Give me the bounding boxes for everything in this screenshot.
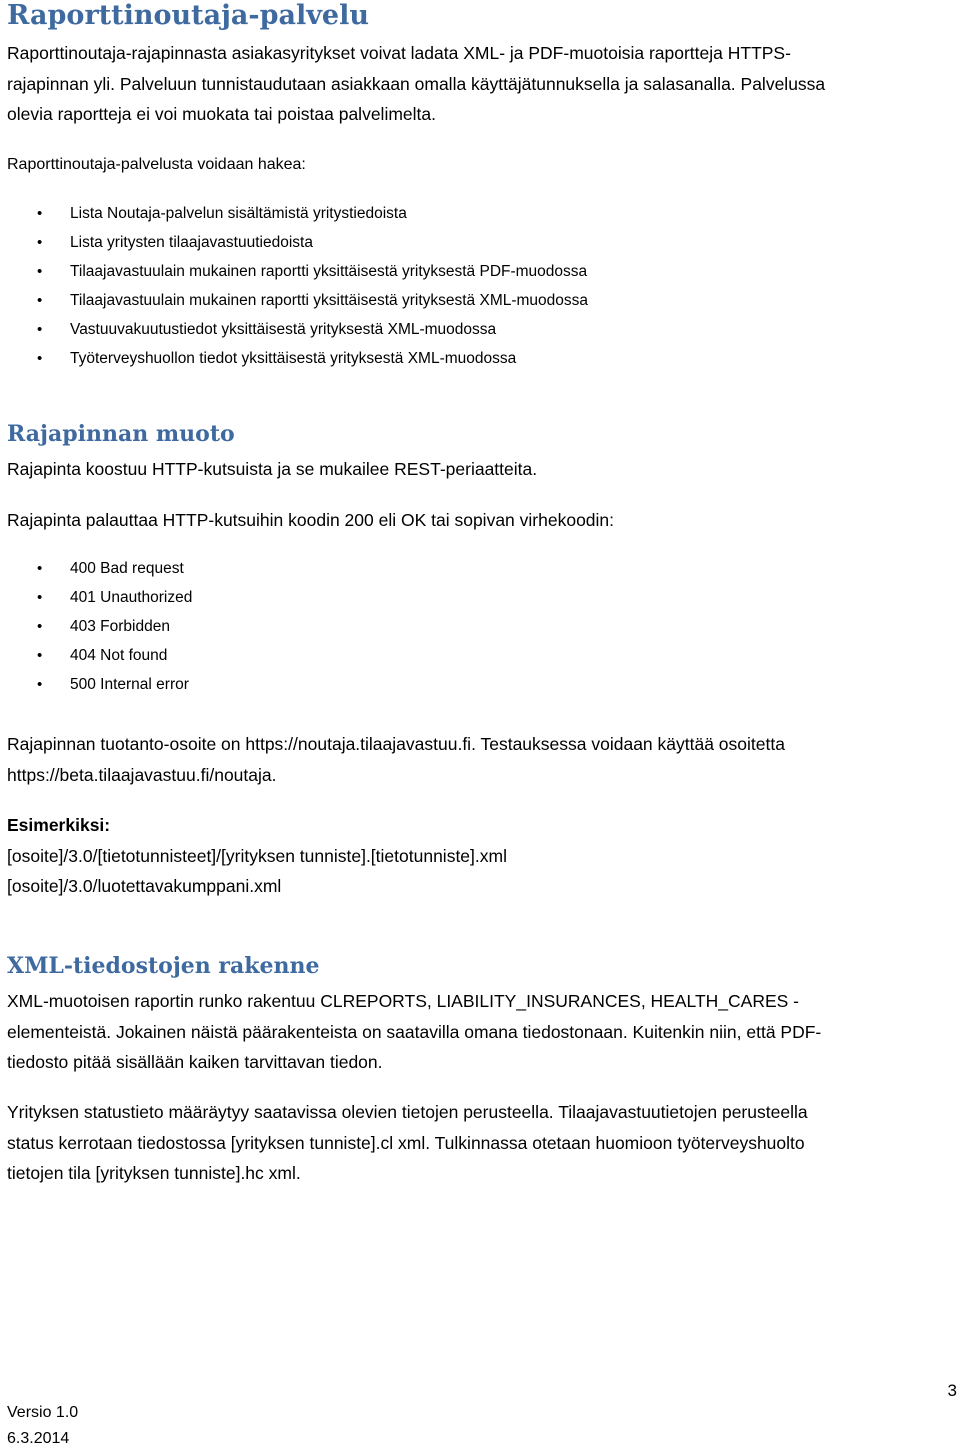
bullet-icon: • [37, 321, 43, 338]
status-codes-intro: Rajapinta palauttaa HTTP-kutsuihin koodin 200 eli OK tai sopivan virhekoodin: [7, 510, 615, 530]
interface-paragraph: Rajapinta koostuu HTTP-kutsuista ja se mukailee REST-periaatteita. [7, 459, 538, 479]
intro-line: rajapinnan yli. Palveluun tunnistaudutaan asiakkaan omalla käyttäjätunnuksella ja salasanalla. Palvelussa [7, 73, 826, 94]
bullet-icon: • [37, 205, 43, 222]
list-item: • 400 Bad request [0, 554, 192, 583]
bullet-icon: • [37, 350, 43, 367]
list-item: • Tilaajavastuulain mukainen raportti yksittäisestä yrityksestä XML-muodossa [0, 286, 588, 315]
bullet-icon: • [37, 234, 43, 251]
paragraph-line: tiedosto pitää sisällään kaiken tarvittavan tiedon. [7, 1052, 383, 1072]
bullet-icon: • [37, 263, 43, 280]
list-item: • Lista Noutaja-palvelun sisältämistä yritystiedoista [0, 199, 588, 228]
list-item: • 403 Forbidden [0, 612, 192, 641]
address-line: Rajapinnan tuotanto-osoite on https://noutaja.tilaajavastuu.fi. Testauksessa voidaan käyttää osoitetta [7, 734, 785, 754]
examples-block [7, 810, 507, 902]
list-item: • Vastuuvakuutustiedot yksittäisestä yrityksestä XML-muodossa [0, 315, 588, 344]
bullet-icon: • [37, 589, 43, 606]
bullet-icon: • [37, 647, 43, 664]
list-item: • 404 Not found [0, 641, 192, 670]
address-paragraph [7, 729, 785, 790]
footer-version: Versio 1.0 [7, 1404, 79, 1421]
list-item: • 500 Internal error [0, 670, 192, 699]
bullet-icon: • [37, 560, 43, 577]
intro-line: Raporttinoutaja-rajapinnasta asiakasyritykset voivat ladata XML- ja PDF-muotoisia raportteja HTTPS- [7, 43, 791, 63]
bullet-icon: • [37, 292, 43, 309]
example-url: [osoite]/3.0/[tietotunnisteet]/[yrityksen tunniste].[tietotunniste].xml [7, 845, 507, 866]
footer-date: 6.3.2014 [7, 1430, 70, 1447]
paragraph-line: tietojen tila [yrityksen tunniste].hc xml. [7, 1163, 301, 1183]
paragraph-line: elementeistä. Jokainen näistä päärakenteista on saatavilla omana tiedostonaan. Kuitenkin niin, että PDF- [7, 1021, 822, 1042]
search-items-list [0, 199, 588, 373]
list-item: • Tilaajavastuulain mukainen raportti yksittäisestä yrityksestä PDF-muodossa [0, 257, 588, 286]
list-item: • 401 Unauthorized [0, 583, 192, 612]
search-intro: Raporttinoutaja-palvelusta voidaan hakea: [7, 156, 306, 173]
bullet-icon: • [37, 676, 43, 693]
paragraph-line: Yrityksen statustieto määräytyy saatavissa olevien tietojen perusteella. Tilaajavastuutietojen perusteella [7, 1102, 808, 1122]
paragraph-line: status kerrotaan tiedostossa [yrityksen tunniste].cl xml. Tulkinnassa otetaan huomioon työterveyshuolto [7, 1132, 805, 1153]
examples-label: Esimerkiksi: [7, 815, 111, 835]
list-item: • Lista yritysten tilaajavastuutiedoista [0, 228, 588, 257]
bullet-icon: • [37, 618, 43, 635]
example-url: [osoite]/3.0/luotettavakumppani.xml [7, 876, 282, 896]
status-codes-list [0, 554, 192, 699]
intro-line: olevia raportteja ei voi muokata tai poistaa palvelimelta. [7, 104, 436, 124]
address-line: https://beta.tilaajavastuu.fi/noutaja. [7, 764, 277, 785]
page-title: Raporttinoutaja-palvelu [7, 0, 369, 31]
page-number: 3 [947, 1381, 957, 1400]
paragraph-line: XML-muotoisen raportin runko rakentuu CLREPORTS, LIABILITY_INSURANCES, HEALTH_CARES - [7, 991, 800, 1011]
list-item: • Työterveyshuollon tiedot yksittäisestä yrityksestä XML-muodossa [0, 344, 588, 373]
status-paragraph [7, 1097, 808, 1189]
footer-meta [7, 1400, 78, 1452]
section-heading-xml: XML-tiedostojen rakenne [7, 953, 320, 979]
section-heading-interface: Rajapinnan muoto [7, 421, 235, 447]
intro-paragraph [7, 38, 825, 130]
xml-structure-paragraph [7, 986, 821, 1078]
